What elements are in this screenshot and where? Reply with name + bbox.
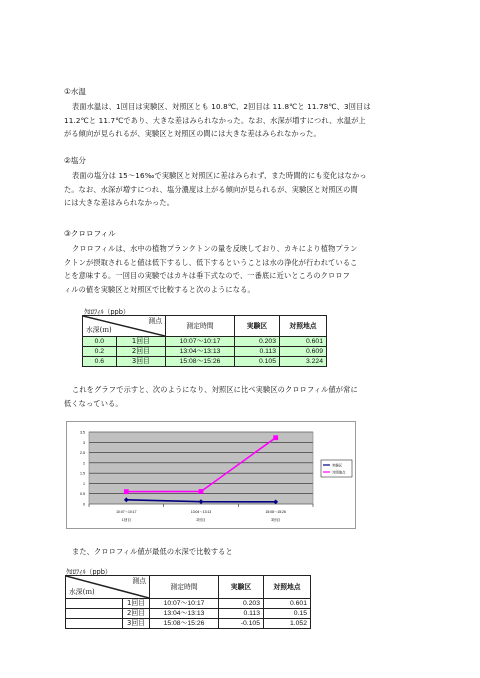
y-tick-label: 0.5: [80, 492, 85, 497]
chlorophyll-chart: [66, 421, 356, 529]
table-row: [66, 609, 311, 619]
paragraph-line: とを意味する。一回目の実験ではカキは垂下式なので、一番底に近いところのクロロフ: [64, 271, 351, 280]
header-experiment: 実験区: [235, 316, 280, 337]
cell-depth: [66, 619, 123, 629]
y-tick-label: 1.5: [80, 471, 85, 476]
legend-label: 対照地点: [332, 470, 346, 475]
table-corner-cell: [66, 576, 150, 599]
cell-round: 1回目: [116, 337, 165, 347]
corner-label-depth: 水深(ｍ): [86, 326, 112, 334]
cell-ctrl: 1.052: [264, 619, 311, 629]
paragraph-line: クトンが摂取されると値は低下するし、低下するということは水の浄化が行われているこ: [64, 257, 358, 267]
section-heading-salinity: ②塩分: [64, 156, 86, 165]
paragraph-line: には大きな差はみられなかった。: [64, 198, 175, 207]
corner-label-depth: 水深(ｍ): [69, 588, 95, 596]
x-tick-label: 10:07～10:17: [116, 510, 137, 514]
cell-exp: 0.203: [235, 337, 280, 347]
cell-ctrl: 0.601: [280, 337, 327, 347]
y-tick-label: 2.5: [80, 451, 85, 456]
data-point: [124, 489, 129, 494]
cell-time: 15:08～15:26: [150, 619, 219, 629]
paragraph-line: これをグラフで示すと、次のようになり、対照区に比べ実験区のクロロフィル値が常に: [72, 385, 358, 394]
table-row: [83, 357, 327, 367]
legend-label: 実験区: [332, 463, 343, 468]
cell-exp: 0.113: [235, 347, 280, 357]
chlorophyll-table-2: [65, 575, 311, 629]
cell-ctrl: 0.601: [264, 599, 311, 609]
paragraph-line: がる傾向が見られるが、実験区と対照区の間には大きな差はみられなかった。: [64, 129, 321, 138]
y-tick-label: 2: [83, 461, 85, 466]
paragraph-line: 11.2℃と 11.7℃であり、大きな差はみられなかった。なお、水深が増すにつれ、水温が上: [64, 115, 366, 125]
paragraph-depth-compare: また、クロロフィル値が最低の水深で比較すると: [72, 547, 233, 556]
y-tick-label: 3.5: [80, 430, 85, 435]
cell-depth: 0.6: [83, 357, 117, 367]
cell-depth: 0.2: [83, 347, 117, 357]
table-header-row: [66, 576, 311, 599]
cell-round: 3回目: [116, 357, 165, 367]
cell-depth: [66, 609, 123, 619]
paragraph-chlorophyll: [64, 242, 416, 296]
header-experiment: 実験区: [219, 576, 264, 599]
table2-caption: ｸﾛﾛﾌｨﾙ（ppb）: [66, 568, 112, 576]
cell-time: 10:07～10:17: [150, 599, 219, 609]
x-tick-label: 13:04～13:13: [190, 510, 212, 514]
cell-time: 13:04～13:13: [150, 609, 219, 619]
header-time: 測定時間: [166, 316, 235, 337]
chlorophyll-table-1: [82, 315, 327, 367]
x-tick-sublabel: 3回目: [271, 518, 281, 522]
data-point: [273, 435, 278, 440]
paragraph-line: 表面の塩分は 15～16‰で実験区と対照区に差はみられず、また時間的にも変化はなかっ: [72, 171, 367, 180]
table-row: [83, 347, 327, 357]
y-tick-label: 3: [83, 440, 85, 445]
y-tick-label: 1: [83, 481, 85, 486]
section-heading-water-temp: ①水温: [64, 87, 86, 96]
paragraph-line: クロロフィルは、水中の植物プランクトンの量を反映しており、カキにより植物プラン: [72, 244, 358, 253]
cell-round: 2回目: [123, 609, 150, 619]
table-corner-cell: [83, 316, 166, 337]
cell-time: 15:08～15:26: [166, 357, 235, 367]
cell-exp: 0.105: [235, 357, 280, 367]
table-header-row: [83, 316, 327, 337]
header-control: 対照地点: [264, 576, 311, 599]
header-time: 測定時間: [150, 576, 219, 599]
cell-exp: 0.203: [219, 599, 264, 609]
header-control: 対照地点: [280, 316, 327, 337]
x-tick-label: 15:08～15:26: [265, 510, 286, 514]
cell-exp: -0.105: [219, 619, 264, 629]
paragraph-line: 低くなっている。: [64, 398, 123, 408]
cell-depth: [66, 599, 123, 609]
table1-caption: ｸﾛﾛﾌｨﾙ（ppb）: [84, 308, 130, 316]
cell-round: 2回目: [116, 347, 165, 357]
x-tick-sublabel: 2回目: [196, 518, 206, 522]
cell-exp: 0.113: [219, 609, 264, 619]
paragraph-line: ィルの値を実験区と対照区で比較すると次のようになる。: [64, 284, 255, 294]
corner-label-station: 測点: [148, 317, 162, 325]
cell-time: 10:07～10:17: [166, 337, 235, 347]
x-tick-sublabel: 1回目: [121, 518, 131, 522]
cell-time: 13:04～13:13: [166, 347, 235, 357]
table-row: [66, 619, 311, 629]
cell-round: 1回目: [123, 599, 150, 609]
paragraph-salinity: [64, 169, 416, 210]
cell-ctrl: 0.15: [264, 609, 311, 619]
cell-round: 3回目: [123, 619, 150, 629]
cell-ctrl: 0.609: [280, 347, 327, 357]
cell-depth: 0.0: [83, 337, 117, 347]
paragraph-graph: [64, 383, 416, 410]
table-row: [66, 599, 311, 609]
chart-svg: [67, 422, 355, 528]
y-tick-label: 0: [83, 502, 85, 507]
section-heading-chlorophyll: ③クロロフィル: [64, 229, 116, 238]
table-row: [83, 337, 327, 347]
data-point: [199, 489, 204, 494]
paragraph-line: 表面水温は、1回目は実験区、対照区とも 10.8℃、2回目は 11.8℃と 11.78℃、3回目は: [72, 102, 371, 111]
cell-ctrl: 3.224: [280, 357, 327, 367]
paragraph-water-temp: [64, 100, 416, 141]
corner-label-station: 測点: [132, 577, 146, 585]
paragraph-line: た。なお、水深が増すにつれ、塩分濃度は上がる傾向が見られるが、実験区と対照区の間: [64, 184, 358, 194]
